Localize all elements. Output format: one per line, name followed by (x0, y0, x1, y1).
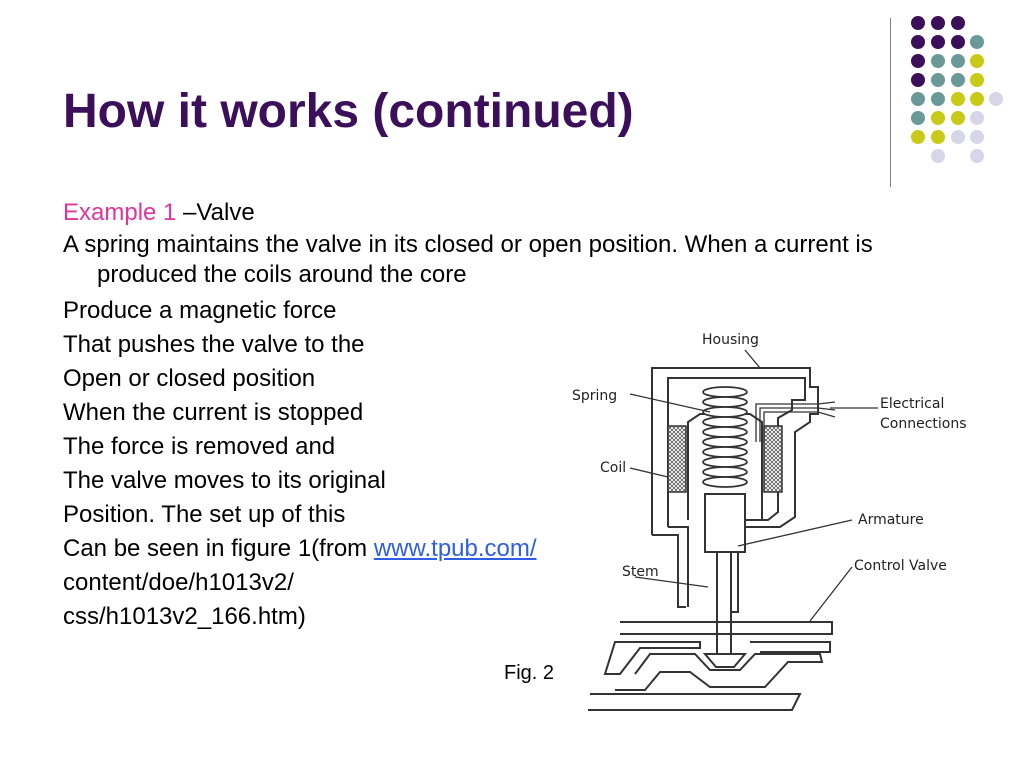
body-line-8: Position. The set up of this (63, 501, 346, 528)
armature-label: Armature (858, 512, 924, 528)
dot-row-5 (911, 92, 1003, 106)
body-line-5: When the current is stopped (63, 399, 364, 426)
body-line-1: A spring maintains the valve in its closed or open position. When a current is produced the coils around the core (63, 231, 873, 288)
control-valve-body (588, 622, 832, 710)
dot-row-3 (911, 54, 984, 68)
control-valve-label: Control Valve (854, 558, 947, 574)
electrical-label-2: Connections (880, 416, 967, 432)
body-line-7: The valve moves to its original (63, 467, 386, 494)
electrical-label-1: Electrical (880, 396, 945, 412)
dot-row-7 (911, 130, 984, 144)
housing-label: Housing (702, 332, 759, 348)
dot-row-8 (931, 149, 984, 163)
dot-row-6 (911, 111, 984, 125)
figure-reference-prefix: Can be seen in figure 1(from (63, 535, 374, 562)
body-line-6: The force is removed and (63, 433, 336, 460)
body-line-4: Open or closed position (63, 365, 316, 392)
spring-label: Spring (572, 388, 618, 404)
dot-row-2 (911, 35, 984, 49)
valve-disc (705, 654, 745, 667)
example-suffix: –Valve (176, 199, 255, 226)
example-heading (63, 196, 963, 230)
spring-coils (703, 387, 747, 487)
example-label: Example 1 (63, 199, 177, 226)
coil-left (668, 426, 686, 492)
dot-row-4 (911, 73, 984, 87)
source-link[interactable]: www.tpub.com/ (373, 535, 537, 562)
body-line-url-3: css/h1013v2_166.htm) (63, 603, 306, 630)
stem-label: Stem (622, 564, 659, 580)
stem (717, 552, 731, 654)
figure-caption: Fig. 2 (504, 662, 555, 684)
coil-label: Coil (600, 460, 627, 476)
body-line-url-2: content/doe/h1013v2/ (63, 569, 294, 596)
solenoid-valve-diagram (560, 322, 1000, 722)
body-line-3: That pushes the valve to the (63, 331, 365, 358)
slide-title: How it works (continued) (63, 85, 634, 138)
dot-row-1 (911, 16, 965, 30)
body-line-2: Produce a magnetic force (63, 297, 337, 324)
coil-right (764, 426, 782, 492)
title-divider-line (890, 18, 891, 187)
armature (705, 494, 745, 552)
